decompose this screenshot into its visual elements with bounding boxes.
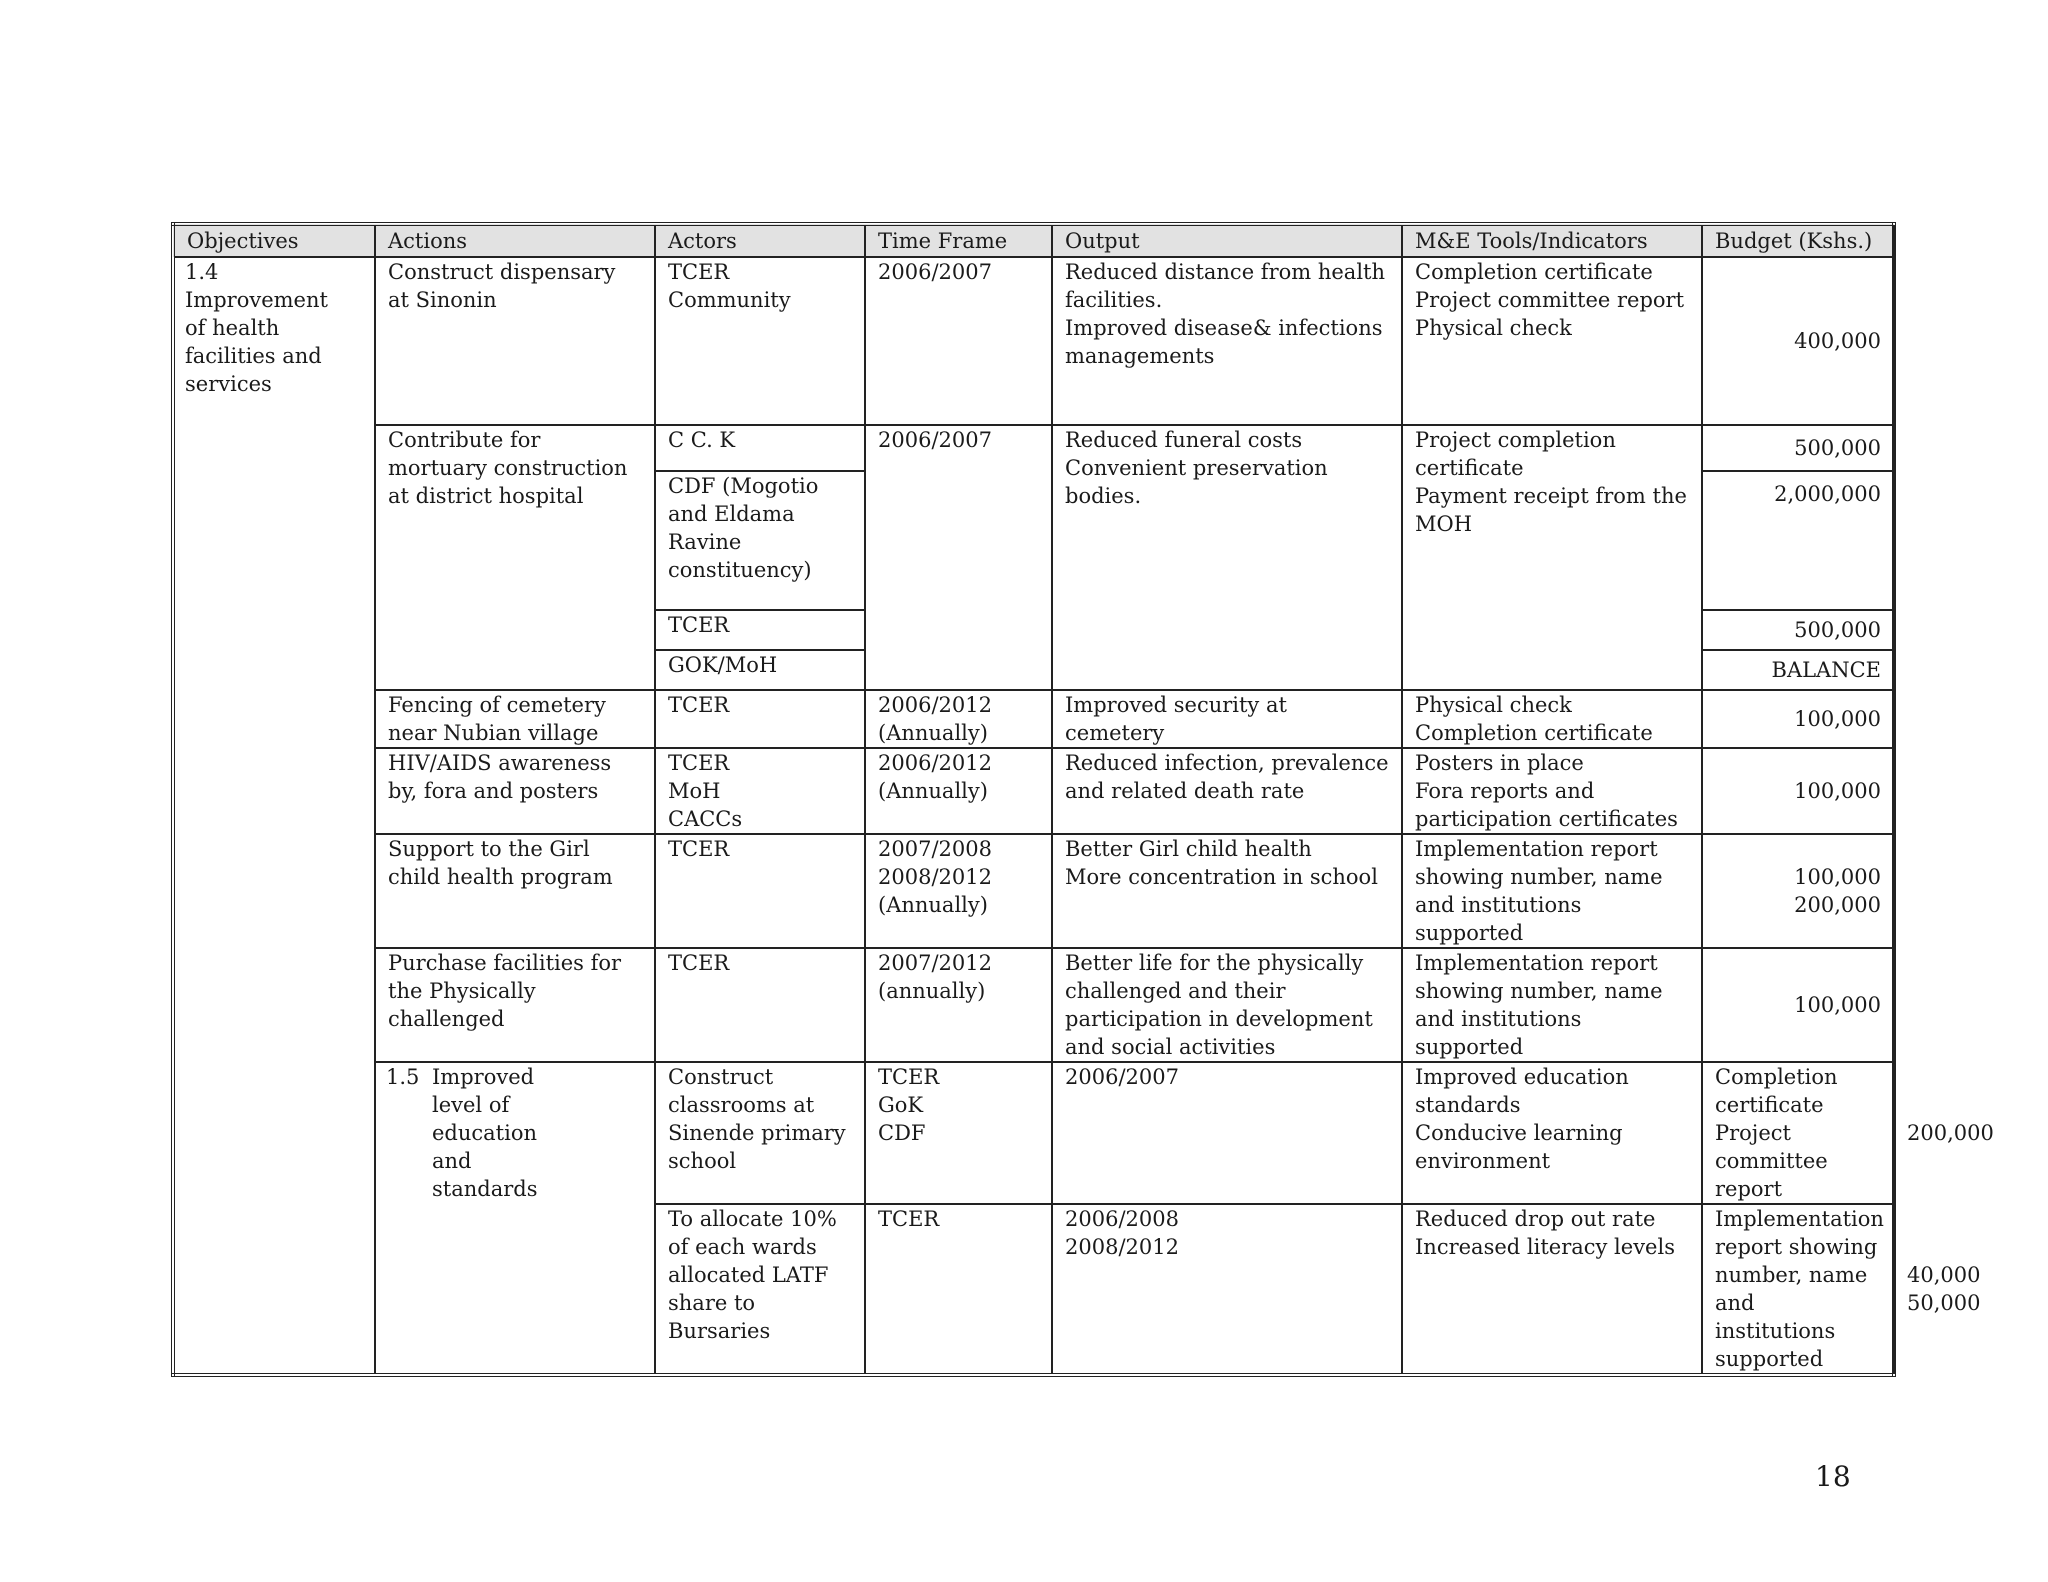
header-actors: Actors [655,224,865,257]
output-cell [1402,1062,1702,1204]
output-line: Conducive learning environment [1415,1121,1630,1173]
budget-amount: 100,000 [1794,779,1881,803]
time-frame-cell [1052,1062,1402,1204]
output-line: Reduced infection, prevalence and related death rate [1065,751,1396,803]
time-frame-cell [865,834,1052,948]
time-frame-cell [865,748,1052,834]
objective-cell [375,1062,655,1375]
header-row [173,224,1894,257]
actors-cell: GOK/MoH [655,650,865,690]
action-cell: Construct classrooms at Sinende primary school [655,1062,865,1204]
output-cell [1052,834,1402,948]
table-row [173,690,1894,748]
indicators-cell [1702,1204,1894,1375]
budget-amount: 100,000 [1794,993,1881,1017]
budget-cell [1702,650,1894,690]
action-cell: Contribute for mortuary construction at district hospital [375,425,655,690]
indicators-cell [1702,1062,1894,1204]
actors-cell: C C. K [655,425,865,471]
time-frame: 2006/2007 [878,428,992,452]
budget-amount: BALANCE [1771,658,1881,682]
header-me-tools: M&E Tools/Indicators [1402,224,1702,257]
actors-cell [655,257,865,425]
table-row [173,948,1894,1062]
time-frame: 2006/2012 [878,751,992,775]
time-frame-cell [865,690,1052,748]
header-time-frame: Time Frame [865,224,1052,257]
output-cell [1402,1204,1702,1375]
time-frame-cell [865,948,1052,1062]
table-row [173,748,1894,834]
actor: CACCs [668,807,743,831]
indicator: Payment receipt from the MOH [1415,484,1694,536]
time-frame: 2008/2012 [878,865,992,889]
objective-cell [173,257,375,1375]
time-frame: (Annually) [878,721,988,745]
actor: MoH [668,779,721,803]
actor: TCER [668,751,730,775]
table-row [173,425,1894,471]
output-line: Convenient preservation bodies. [1065,456,1335,508]
budget-amount: 500,000 [1794,618,1881,642]
actors-cell [655,834,865,948]
actors-cell [655,748,865,834]
budget-cell [1702,425,1894,471]
actor: Community [668,288,791,312]
output-cell [1052,748,1402,834]
objective-text: Improved level of education and standards [432,1065,538,1201]
time-frame: 2006/2007 [878,260,992,284]
time-frame: 2007/2012 [878,951,992,975]
table-row: 1.5 Improved level of education and standards Construct classrooms at Sinende primary school TCER GoK CDF 2006/2007 Improved education standards Conducive learning environment Completion certificate Project committee report 200,000 [173,1062,1894,1204]
output-cell [1052,948,1402,1062]
time-frame: 2008/2012 [1065,1235,1179,1259]
budget-cell [1702,748,1894,834]
output-line: Improved security at cemetery [1065,693,1294,745]
output-line: Reduced funeral costs [1065,428,1303,452]
indicator: Completion certificate [1415,721,1653,745]
output-line: Better life for the physically challenged and their participation in development and social activities [1065,951,1380,1059]
action-cell: To allocate 10% of each wards allocated LATF share to Bursaries [655,1204,865,1375]
indicators-cell [1402,834,1702,948]
indicators-cell [1402,425,1702,690]
time-frame: 2006/2008 [1065,1207,1179,1231]
budget-cell [1702,834,1894,948]
header-objectives: Objectives [173,224,375,257]
actor: GoK [878,1093,924,1117]
indicator: Project committee report [1715,1121,1835,1201]
time-frame-cell [865,257,1052,425]
indicator: Physical check [1415,316,1572,340]
indicator: Implementation report showing number, name and institutions supported [1415,837,1670,945]
actors-cell: TCER [655,610,865,650]
budget-amount: 400,000 [1794,329,1881,353]
actor: TCER [668,951,730,975]
actors-cell [655,690,865,748]
output-cell [1052,425,1402,690]
indicator: Posters in place [1415,751,1584,775]
budget-cell [1702,257,1894,425]
page-number: 18 [1815,1460,1851,1493]
output-line: Reduced drop out rate [1415,1207,1656,1231]
indicators-cell [1402,948,1702,1062]
time-frame: 2006/2007 [1065,1065,1179,1089]
output-line: More concentration in school [1065,865,1378,889]
time-frame: (Annually) [878,779,988,803]
time-frame-cell [1052,1204,1402,1375]
actors-cell [655,948,865,1062]
indicator: Implementation report showing number, name and institutions supported [1715,1207,1891,1371]
budget-cell [1702,610,1894,650]
indicator: Project completion certificate [1415,428,1623,480]
budget-amount: 2,000,000 [1774,482,1881,506]
actor: TCER [668,693,730,717]
actors-cell [865,1204,1052,1375]
indicators-cell [1402,748,1702,834]
indicator: Physical check [1415,693,1572,717]
header-actions: Actions [375,224,655,257]
actor: TCER [878,1207,940,1231]
time-frame: 2006/2012 [878,693,992,717]
indicator: Completion certificate [1415,260,1653,284]
header-output: Output [1052,224,1402,257]
header-budget: Budget (Kshs.) [1702,224,1894,257]
action-cell: Fencing of cemetery near Nubian village [375,690,655,748]
actor: TCER [668,837,730,861]
objective-text: Improvement of health facilities and services [185,288,328,396]
output-line: Increased literacy levels [1415,1235,1675,1259]
time-frame-cell [865,425,1052,690]
output-line: Better Girl child health [1065,837,1312,861]
indicators-cell [1402,257,1702,425]
actor: TCER [668,260,730,284]
time-frame: (annually) [878,979,986,1003]
actors-cell [865,1062,1052,1204]
output-line: Improved education standards [1415,1065,1636,1117]
action-cell: Purchase facilities for the Physically challenged [375,948,655,1062]
budget-amount: 100,000 [1794,707,1881,731]
budget-cell [1702,471,1894,610]
budget-amount: 200,000 [1794,893,1881,917]
budget-cell [1702,948,1894,1062]
table-row [173,834,1894,948]
actor: CDF [878,1121,926,1145]
indicator: Completion certificate [1715,1065,1845,1117]
actors-cell: CDF (Mogotio and Eldama Ravine constituency) [655,471,865,610]
objective-number: 1.4 [185,260,219,284]
output-line: Improved disease& infections managements [1065,316,1390,368]
time-frame: 2007/2008 [878,837,992,861]
output-line: Reduced distance from health facilities. [1065,260,1392,312]
table-row: To allocate 10% of each wards allocated LATF share to Bursaries TCER 2006/2008 2008/2012 Reduced drop out rate Increased literacy levels Implementation report showing number, name and institutions supported 40,000 50,000 [173,1204,1894,1375]
table-row [173,257,1894,425]
output-cell [1052,257,1402,425]
indicator: Fora reports and participation certificates [1415,779,1678,831]
implementation-plan-table [171,222,1994,1377]
indicator: Implementation report showing number, name and institutions supported [1415,951,1670,1059]
budget-amount: 100,000 [1794,865,1881,889]
actor: TCER [878,1065,940,1089]
objective-number: 1.5 [386,1065,420,1089]
time-frame: (Annually) [878,893,988,917]
action-cell: Support to the Girl child health program [375,834,655,948]
output-cell [1052,690,1402,748]
indicator: Project committee report [1415,288,1685,312]
action-cell: HIV/AIDS awareness by, fora and posters [375,748,655,834]
budget-amount: 500,000 [1794,436,1881,460]
budget-cell [1702,690,1894,748]
action-cell: Construct dispensary at Sinonin [375,257,655,425]
indicators-cell [1402,690,1702,748]
